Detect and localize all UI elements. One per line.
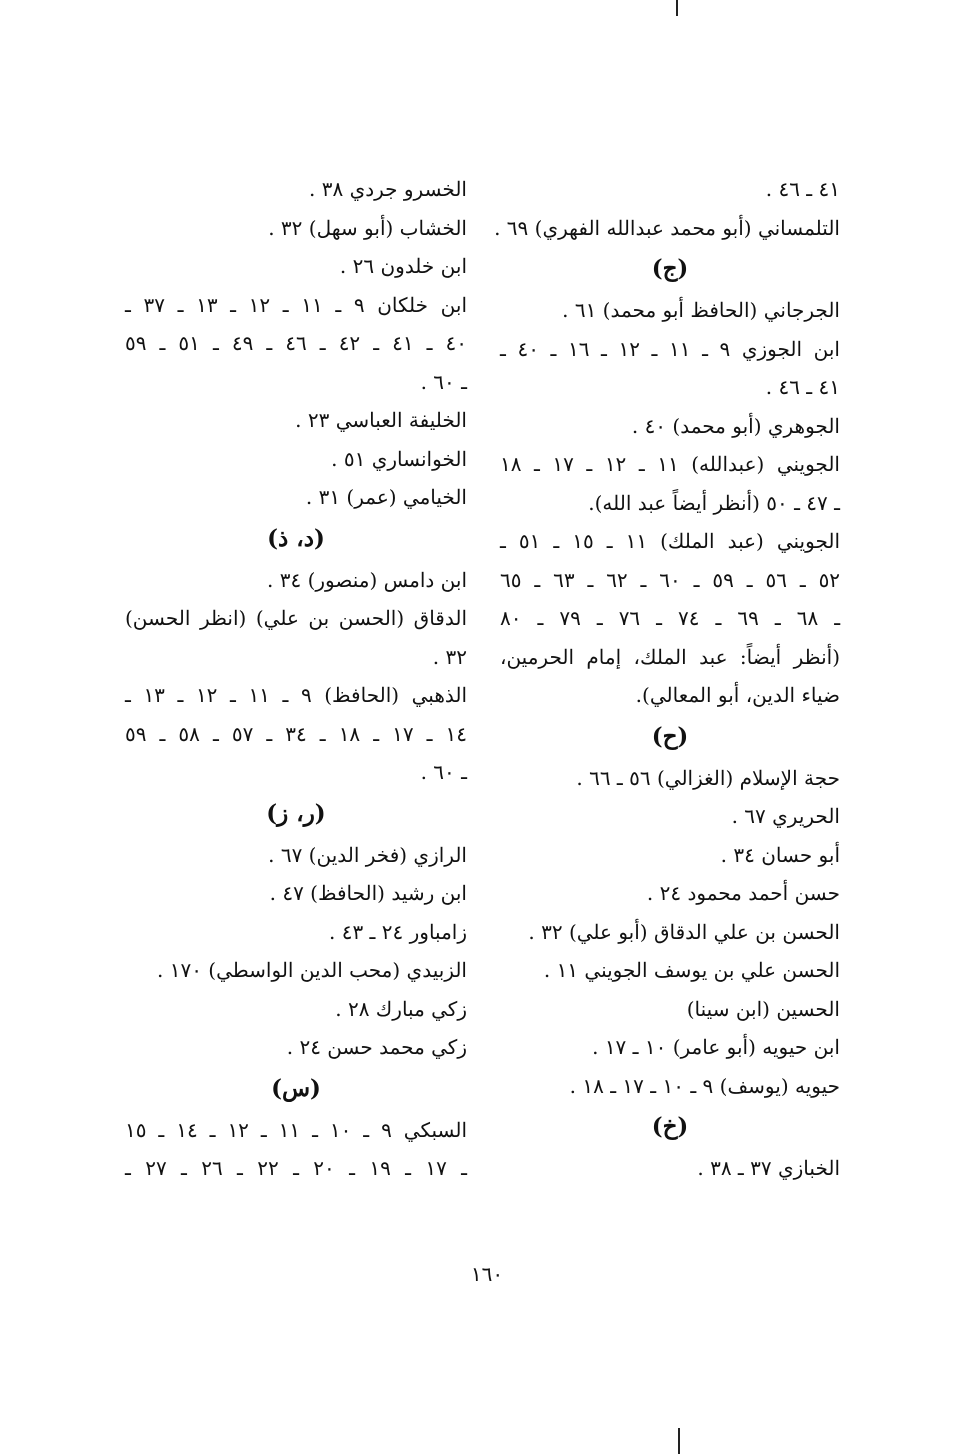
section-letter-header: (س) (271, 1074, 321, 1102)
index-entry-line: الحريري ٦٧ . (731, 804, 840, 828)
index-entry-line: الزبيدي (محب الدين الواسطي) ١٧٠ . (156, 958, 467, 982)
index-entry-line: الخبازي ٣٧ ـ ٣٨ . (697, 1156, 840, 1180)
index-entry-line: ١٤ ـ ١٧ ـ ١٨ ـ ٣٤ ـ ٥٧ ـ ٥٨ ـ ٥٩ (125, 721, 468, 746)
index-column-right (494, 170, 841, 1188)
index-entry-line: التلمساني (أبو محمد عبدالله الفهري) ٦٩ . (494, 215, 840, 240)
bottom-edge-mark (678, 1428, 680, 1454)
page-number: ١٦٠ (470, 1262, 504, 1286)
index-entry-line: أبو حسان ٣٤ . (720, 842, 840, 867)
index-entry-line: الخيامي (عمر) ٣١ . (305, 485, 467, 509)
index-entry-line: زامباور ٢٤ ـ ٤٣ . (329, 919, 467, 944)
index-entry-line: الخسرو جردي ٣٨ . (309, 177, 467, 201)
index-entry-line: ابن خلدون ٢٦ . (339, 254, 467, 278)
index-entry-line: ٤٠ ـ ٤١ ـ ٤٢ ـ ٤٦ ـ ٤٩ ـ ٥١ ـ ٥٩ (125, 331, 468, 355)
section-letter-header: (ج) (651, 255, 689, 282)
index-entry-line: الجرجاني (الحافظ أبو محمد) ٦١ . (562, 298, 840, 322)
index-entry-line: ـ ٤٧ ـ ٥٠ (أنظر أيضاً عبد الله). (588, 490, 840, 515)
index-entry-line: ابن دامس (منصور) ٣٤ . (267, 567, 467, 592)
index-entry-line: ـ ٦٠ . (420, 760, 467, 784)
top-edge-mark (676, 0, 678, 16)
index-entry-line: الحسين (ابن سينا) (686, 996, 840, 1021)
index-entry-line: حجة الإسلام (الغزالي) ٥٦ ـ ٦٦ . (576, 765, 840, 790)
index-entry-line: ٤١ ـ ٤٦ . (765, 177, 840, 201)
index-entry-line: الحسن علي بن يوسف الجويني ١١ . (543, 958, 840, 982)
index-entry-line: ـ ١٧ ـ ١٩ ـ ٢٠ ـ ٢٢ ـ ٢٦ ـ ٢٧ ـ (125, 1156, 468, 1180)
index-entry-line: ٥٢ ـ ٥٦ ـ ٥٩ ـ ٦٠ ـ ٦٢ ـ ٦٣ ـ ٦٥ (500, 567, 841, 592)
index-entry-line: الدقاق (الحسن بن علي) (انظر الحسن) (125, 606, 467, 630)
index-entry-line: ابن رشيد (الحافظ) ٤٧ . (269, 881, 467, 905)
index-entry-line: الجويني (عبدالله) ١١ ـ ١٢ ـ ١٧ ـ ١٨ (500, 452, 840, 476)
index-column-left (125, 170, 467, 1188)
index-entry-line: ـ ٦٨ ـ ٦٩ ـ ٧٤ ـ ٧٦ ـ ٧٩ ـ ٨٠ (500, 606, 841, 630)
index-entry-line: ٤١ ـ ٤٦ . (765, 375, 840, 399)
index-entry-line: الخوانساري ٥١ . (331, 446, 467, 471)
index-entry-line: ٣٢ . (432, 644, 467, 669)
section-letter-header: (د، ذ) (267, 524, 325, 552)
index-entry-line: زكي محمد حسن ٢٤ . (286, 1035, 467, 1059)
index-entry-line: (أنظر أيضاً: عبد الملك، إمام الحرمين، (500, 644, 840, 669)
index-entry-line: ـ ٦٠ . (420, 369, 467, 394)
index-entry-line: ابن حيويه (أبو عامر) ١٠ ـ ١٧ . (592, 1035, 840, 1059)
index-entry-line: ابن خلكان ٩ ـ ١١ ـ ١٢ ـ ١٣ ـ ٣٧ ـ (125, 292, 468, 317)
index-entry-line: الخشاب (أبو سهل) ٣٢ . (268, 215, 467, 240)
index-entry-line: ابن الجوزي ٩ ـ ١١ ـ ١٢ ـ ١٦ ـ ٤٠ ـ (500, 336, 840, 361)
index-entry-line: ضياء الدين، أبو المعالي). (635, 683, 840, 707)
index-entry-line: السبكي ٩ ـ ١٠ ـ ١١ ـ ١٢ ـ ١٤ ـ ١٥ (125, 1117, 468, 1142)
index-entry-line: حسن أحمد محمود ٢٤ . (646, 881, 840, 905)
section-letter-header: (خ) (651, 1113, 689, 1140)
index-entry-line: الذهبي (الحافظ) ٩ ـ ١١ ـ ١٢ ـ ١٣ ـ (125, 683, 468, 707)
index-entry-line: الخليفة العباسي ٢٣ . (295, 408, 467, 432)
section-letter-header: (ر، ز) (266, 799, 326, 827)
index-entry-line: زكي مبارك ٢٨ . (335, 996, 467, 1021)
index-entry-line: الجويني (عبد الملك) ١١ ـ ١٥ ـ ٥١ ـ (500, 529, 841, 553)
index-entry-line: حيويه (يوسف) ٩ ـ ١٠ ـ ١٧ ـ ١٨ . (569, 1073, 840, 1098)
index-entry-line: الحسن بن علي الدقاق (أبو علي) ٣٢ . (528, 919, 840, 944)
section-letter-header: (ح) (651, 722, 689, 750)
index-entry-line: الجوهري (أبو محمد) ٤٠ . (631, 413, 840, 438)
index-entry-line: الرازي (فخر الدين) ٦٧ . (268, 842, 467, 867)
